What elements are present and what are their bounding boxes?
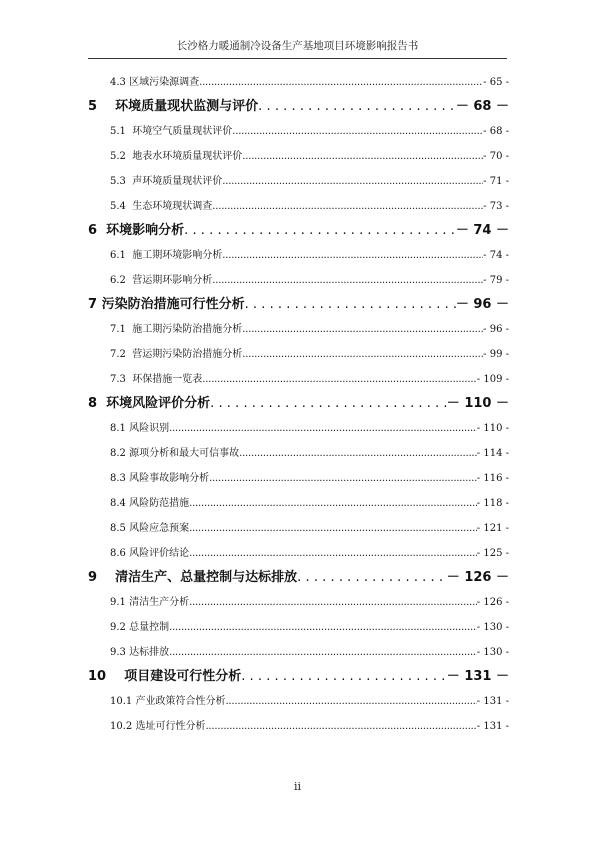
toc-entry-page: - 65 - (483, 77, 509, 88)
toc-entry-number: 5.3 (110, 176, 126, 187)
toc-entry-page: - 73 - (483, 201, 509, 212)
toc-entry-page: - 126 - (476, 597, 509, 608)
toc-entry-title: 环境空气质量现状评价 (132, 126, 233, 137)
toc-entry-page: － 68 － (455, 99, 509, 114)
toc-entry-number: 10.1 (110, 696, 133, 707)
toc-entry-page: － 126 － (446, 570, 509, 585)
toc-section-entry[interactable] (88, 416, 509, 441)
toc-chapter-entry[interactable] (88, 665, 509, 689)
toc-section-entry[interactable] (88, 640, 509, 665)
page-number: ii (293, 780, 302, 793)
toc-section-entry[interactable] (88, 590, 509, 615)
toc-entry-number: 9.1 (110, 597, 126, 608)
toc-entry-title: 总量控制 (129, 622, 170, 633)
toc-entry-title: 区域污染源调查 (129, 77, 200, 88)
toc-entry-separator (106, 665, 124, 689)
toc-entry-page: - 118 - (476, 498, 509, 509)
toc-leader-dots (189, 491, 477, 516)
toc-section-entry[interactable] (88, 491, 509, 516)
toc-entry-title: 达标排放 (129, 647, 170, 658)
toc-entry-page: - 116 - (476, 473, 509, 484)
toc-entry-title: 风险识别 (129, 423, 170, 434)
toc-leader-dots (209, 466, 477, 491)
toc-entry-page: － 110 － (446, 396, 509, 411)
toc-entry-number: 8 (88, 396, 98, 411)
toc-entry-number: 6 (88, 223, 98, 238)
toc-entry-title: 选址可行性分析 (135, 721, 206, 732)
toc-entry-page: － 131 － (446, 669, 509, 684)
toc-entry-title: 施工期环境影响分析 (132, 250, 223, 261)
toc-leader-dots (199, 70, 483, 95)
toc-entry-page: － 74 － (455, 223, 509, 238)
toc-leader-dots (189, 541, 477, 566)
toc-entry-title: 生态环境现状调查 (132, 201, 213, 212)
toc-entry-title: 施工期污染防治措施分析 (132, 324, 243, 335)
toc-entry-title: 地表水环境质量现状评价 (132, 151, 243, 162)
toc-entry-page: - 71 - (483, 176, 509, 187)
toc-entry-page: - 130 - (476, 622, 509, 633)
toc-entry-number: 9 (88, 570, 98, 585)
toc-leader-dots (258, 95, 456, 119)
toc-entry-number: 7.3 (110, 374, 126, 385)
toc-section-entry[interactable] (88, 119, 509, 144)
page-header (88, 38, 507, 59)
toc-section-entry[interactable] (88, 466, 509, 491)
toc-leader-dots (205, 714, 476, 739)
toc-entry-title: 环境风险评价分析 (106, 396, 211, 411)
toc-leader-dots (242, 317, 483, 342)
toc-section-entry[interactable] (88, 441, 509, 466)
toc-entry-title: 清洁生产分析 (129, 597, 190, 608)
toc-leader-dots (210, 392, 447, 416)
toc-entry-title: 声环境质量现状评价 (132, 176, 223, 187)
toc-entry-number: 4.3 (110, 77, 126, 88)
toc-entry-page: - 96 - (483, 324, 509, 335)
toc-section-entry[interactable] (88, 367, 509, 392)
toc-leader-dots (189, 590, 477, 615)
toc-section-entry[interactable] (88, 541, 509, 566)
toc-entry-number: 7 (88, 297, 98, 312)
toc-entry-page: - 131 - (476, 696, 509, 707)
toc-entry-page: - 74 - (483, 250, 509, 261)
toc-leader-dots (169, 640, 477, 665)
toc-leader-dots (169, 416, 477, 441)
toc-leader-dots (297, 566, 447, 590)
toc-entry-number: 8.2 (110, 448, 126, 459)
header-title: 长沙格力暖通制冷设备生产基地项目环境影响报告书 (176, 40, 419, 52)
toc-entry-title: 风险防范措施 (129, 498, 190, 509)
toc-entry-title: 风险应急预案 (129, 523, 190, 534)
toc-section-entry[interactable] (88, 342, 509, 367)
toc-entry-title: 清洁生产、总量控制与达标排放 (115, 570, 298, 585)
toc-entry-number: 8.4 (110, 498, 126, 509)
toc-leader-dots (184, 219, 456, 243)
toc-entry-number: 7.1 (110, 324, 126, 335)
toc-entry-number: 9.3 (110, 647, 126, 658)
toc-entry-page: - 99 - (483, 349, 509, 360)
toc-leader-dots (202, 367, 477, 392)
toc-entry-number: 7.2 (110, 349, 126, 360)
toc-section-entry[interactable] (88, 169, 509, 194)
toc-entry-page: - 109 - (476, 374, 509, 385)
toc-leader-dots (212, 268, 483, 293)
toc-leader-dots (242, 144, 483, 169)
toc-leader-dots (245, 293, 456, 317)
toc-leader-dots (222, 243, 483, 268)
toc-leader-dots (169, 615, 477, 640)
toc-entry-number: 10.2 (110, 721, 133, 732)
toc-entry-title: 环境影响分析 (106, 223, 185, 238)
toc-section-entry[interactable] (88, 194, 509, 219)
toc-leader-dots (189, 516, 477, 541)
toc-entry-page: - 114 - (476, 448, 509, 459)
toc-entry-page: - 121 - (476, 523, 509, 534)
toc-entry-page: - 125 - (476, 548, 509, 559)
toc-chapter-entry[interactable] (88, 293, 509, 317)
toc-section-entry[interactable] (88, 714, 509, 739)
toc-entry-page: - 70 - (483, 151, 509, 162)
toc-entry-title: 营运期污染防治措施分析 (132, 349, 243, 360)
toc-chapter-entry[interactable] (88, 95, 509, 119)
toc-leader-dots (222, 169, 483, 194)
toc-section-entry[interactable] (88, 243, 509, 268)
toc-entry-title: 环保措施一览表 (132, 374, 203, 385)
toc-entry-title: 项目建设可行性分析 (124, 669, 242, 684)
toc-entry-number: 5.2 (110, 151, 126, 162)
toc-entry-number: 9.2 (110, 622, 126, 633)
toc-entry-title: 源项分析和最大可信事故 (129, 448, 240, 459)
toc-entry-title: 产业政策符合性分析 (135, 696, 226, 707)
toc-entry-page: - 110 - (476, 423, 509, 434)
toc-leader-dots (212, 194, 483, 219)
toc-entry-number: 8.1 (110, 423, 126, 434)
toc-entry-title: 环境质量现状监测与评价 (115, 99, 259, 114)
toc-entry-page: - 68 - (483, 126, 509, 137)
toc-chapter-entry[interactable] (88, 566, 509, 590)
toc-entry-title: 污染防治措施可行性分析 (101, 297, 245, 312)
toc-entry-separator (97, 95, 115, 119)
toc-entry-title: 营运期环影响分析 (132, 275, 213, 286)
toc-leader-dots (225, 689, 476, 714)
toc-section-entry[interactable] (88, 689, 509, 714)
toc-entry-separator (97, 392, 106, 416)
toc-leader-dots (242, 342, 483, 367)
toc-leader-dots (239, 441, 477, 466)
toc-section-entry[interactable] (88, 615, 509, 640)
toc-entry-title: 风险评价结论 (129, 548, 190, 559)
toc-entry-page: - 130 - (476, 647, 509, 658)
toc-entry-page: － 96 － (455, 297, 509, 312)
toc-chapter-entry[interactable] (88, 219, 509, 243)
toc-entry-number: 5 (88, 99, 98, 114)
toc-leader-dots (232, 119, 483, 144)
toc-entry-number: 8.5 (110, 523, 126, 534)
toc-section-entry[interactable] (88, 70, 509, 95)
toc-entry-title: 风险事故影响分析 (129, 473, 210, 484)
toc-entry-number: 8.6 (110, 548, 126, 559)
toc-entry-number: 5.1 (110, 126, 126, 137)
toc-section-entry[interactable] (88, 516, 509, 541)
toc-section-entry[interactable] (88, 268, 509, 293)
toc-entry-number: 8.3 (110, 473, 126, 484)
page-footer (0, 780, 595, 793)
toc-section-entry[interactable] (88, 144, 509, 169)
toc-chapter-entry[interactable] (88, 392, 509, 416)
toc-entry-number: 10 (88, 669, 107, 684)
toc-entry-page: - 131 - (476, 721, 509, 732)
toc-entry-separator (97, 219, 106, 243)
toc-entry-number: 6.1 (110, 250, 126, 261)
toc-entry-number: 5.4 (110, 201, 126, 212)
toc-leader-dots (241, 665, 447, 689)
table-of-contents (88, 70, 509, 739)
toc-entry-separator (97, 566, 115, 590)
toc-section-entry[interactable] (88, 317, 509, 342)
toc-entry-number: 6.2 (110, 275, 126, 286)
toc-entry-page: - 79 - (483, 275, 509, 286)
